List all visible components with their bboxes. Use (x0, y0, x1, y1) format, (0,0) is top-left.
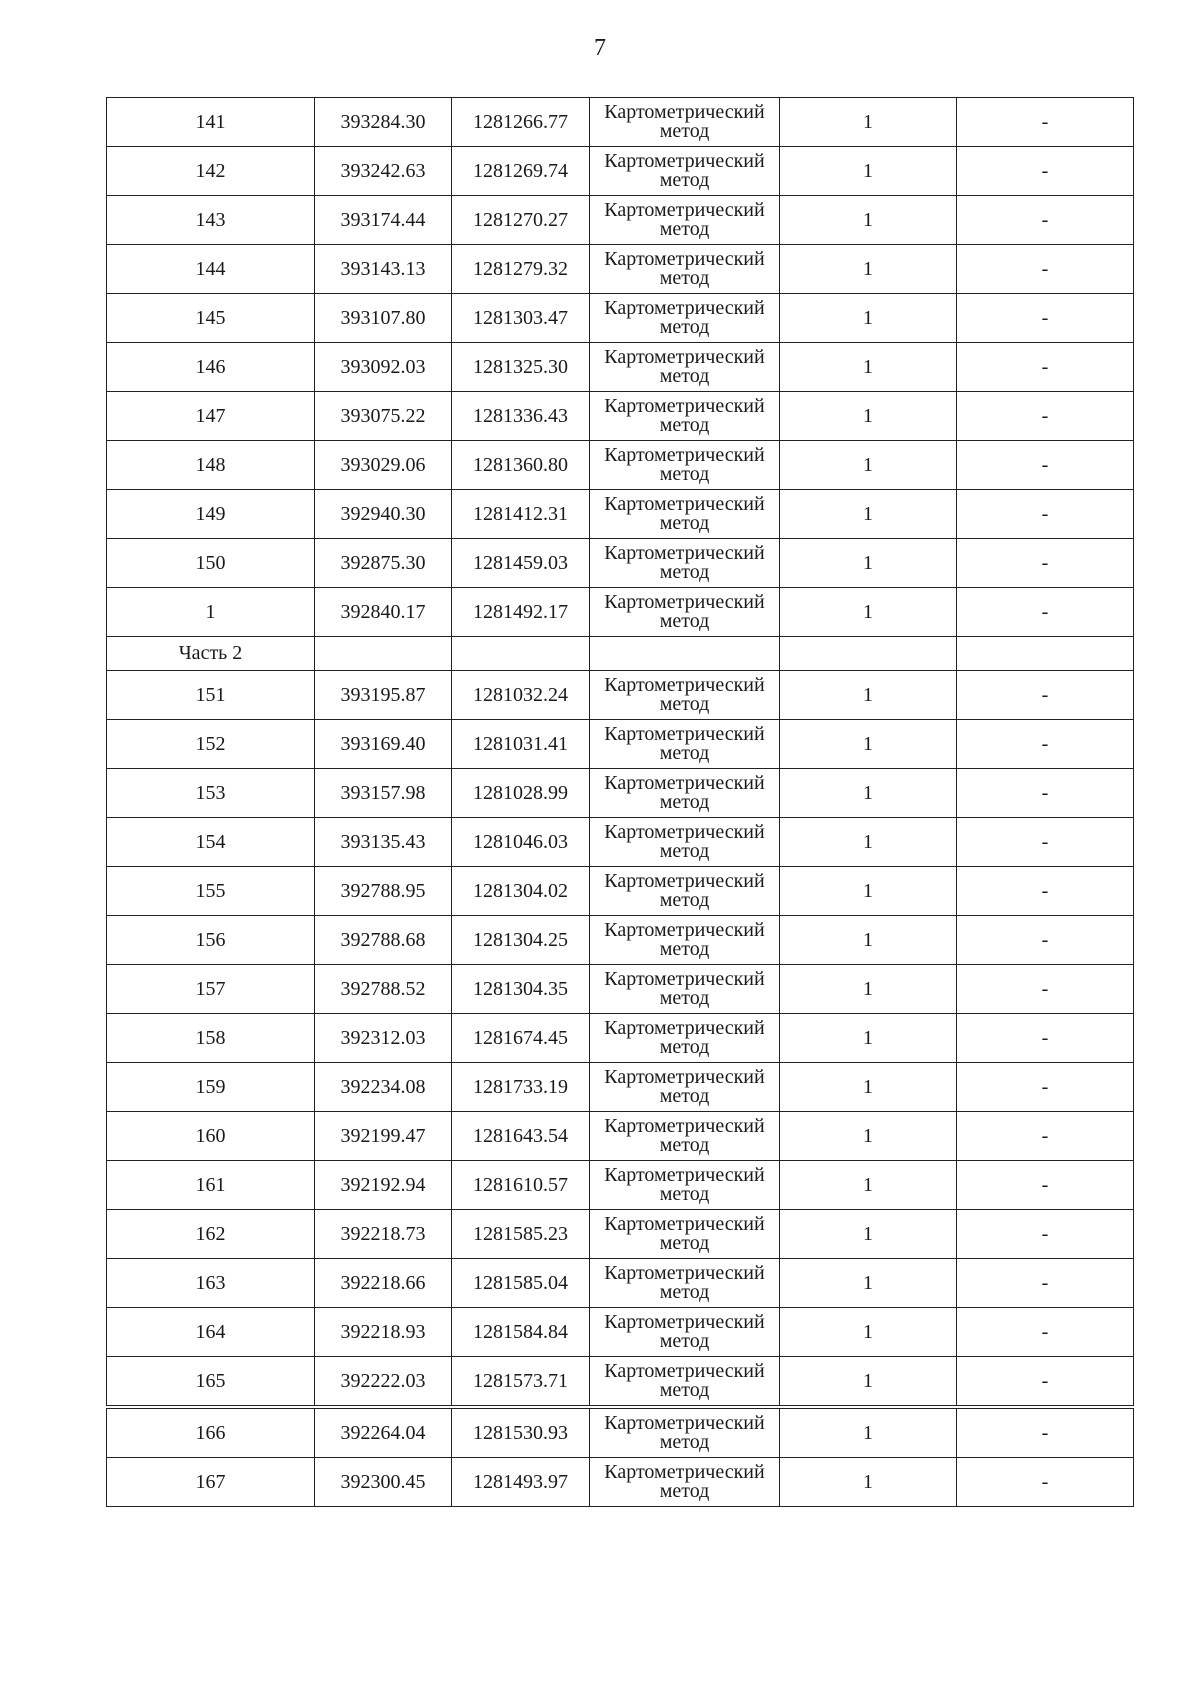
empty-cell (780, 637, 957, 671)
table-row (107, 245, 1134, 294)
method-line-2: метод (659, 1330, 710, 1352)
table-row (107, 343, 1134, 392)
method-line-1: Картометрический (604, 395, 765, 417)
method-cell (590, 98, 780, 147)
method-line-1: Картометрический (604, 674, 765, 696)
method-line-2: метод (659, 987, 710, 1009)
accuracy-cell: 1 (780, 1063, 957, 1112)
method-cell (590, 1210, 780, 1259)
method-line-1: Картометрический (604, 1164, 765, 1186)
point-number-cell: 144 (107, 245, 315, 294)
accuracy-cell: 1 (780, 1210, 957, 1259)
point-number-cell: 1 (107, 588, 315, 637)
table-row (107, 490, 1134, 539)
point-number-cell: 166 (107, 1407, 315, 1458)
x-coordinate-cell: 392264.04 (315, 1407, 452, 1458)
y-coordinate-cell: 1281360.80 (452, 441, 590, 490)
accuracy-cell: 1 (780, 1112, 957, 1161)
method-line-1: Картометрический (604, 493, 765, 515)
table-row (107, 1259, 1134, 1308)
accuracy-cell: 1 (780, 1259, 957, 1308)
table-row (107, 294, 1134, 343)
method-cell (590, 294, 780, 343)
method-cell (590, 245, 780, 294)
method-line-2: метод (659, 1036, 710, 1058)
y-coordinate-cell: 1281028.99 (452, 769, 590, 818)
point-number-cell: 160 (107, 1112, 315, 1161)
method-line-1: Картометрический (604, 346, 765, 368)
note-cell: - (957, 1259, 1134, 1308)
method-line-1: Картометрический (604, 1461, 765, 1483)
table-row (107, 867, 1134, 916)
method-cell (590, 818, 780, 867)
accuracy-cell: 1 (780, 539, 957, 588)
x-coordinate-cell: 392218.66 (315, 1259, 452, 1308)
accuracy-cell: 1 (780, 1407, 957, 1458)
note-cell: - (957, 867, 1134, 916)
note-cell: - (957, 147, 1134, 196)
table-row (107, 539, 1134, 588)
method-cell (590, 769, 780, 818)
point-number-cell: 148 (107, 441, 315, 490)
y-coordinate-cell: 1281530.93 (452, 1407, 590, 1458)
method-cell (590, 1308, 780, 1357)
method-line-1: Картометрический (604, 591, 765, 613)
method-cell (590, 1112, 780, 1161)
y-coordinate-cell: 1281325.30 (452, 343, 590, 392)
note-cell: - (957, 1357, 1134, 1408)
table-row (107, 392, 1134, 441)
part-header-row (107, 637, 1134, 671)
method-cell (590, 720, 780, 769)
empty-cell (315, 637, 452, 671)
method-cell (590, 147, 780, 196)
note-cell: - (957, 1112, 1134, 1161)
accuracy-cell: 1 (780, 343, 957, 392)
note-cell: - (957, 392, 1134, 441)
method-cell (590, 1259, 780, 1308)
note-cell: - (957, 588, 1134, 637)
method-cell (590, 1161, 780, 1210)
method-line-1: Картометрический (604, 1311, 765, 1333)
point-number-cell: 146 (107, 343, 315, 392)
x-coordinate-cell: 392199.47 (315, 1112, 452, 1161)
x-coordinate-cell: 392788.95 (315, 867, 452, 916)
table-row (107, 1407, 1134, 1458)
table-row (107, 1063, 1134, 1112)
point-number-cell: 155 (107, 867, 315, 916)
table-row (107, 769, 1134, 818)
method-line-1: Картометрический (604, 919, 765, 941)
method-line-2: метод (659, 938, 710, 960)
accuracy-cell: 1 (780, 1161, 957, 1210)
table-row (107, 965, 1134, 1014)
x-coordinate-cell: 392218.73 (315, 1210, 452, 1259)
accuracy-cell: 1 (780, 1014, 957, 1063)
note-cell: - (957, 818, 1134, 867)
note-cell: - (957, 720, 1134, 769)
x-coordinate-cell: 392300.45 (315, 1458, 452, 1507)
empty-cell (957, 637, 1134, 671)
table-row (107, 441, 1134, 490)
accuracy-cell: 1 (780, 588, 957, 637)
y-coordinate-cell: 1281585.23 (452, 1210, 590, 1259)
point-number-cell: 147 (107, 392, 315, 441)
table-row (107, 1308, 1134, 1357)
y-coordinate-cell: 1281303.47 (452, 294, 590, 343)
method-line-2: метод (659, 742, 710, 764)
method-line-1: Картометрический (604, 968, 765, 990)
method-line-1: Картометрический (604, 101, 765, 123)
method-line-2: метод (659, 1281, 710, 1303)
x-coordinate-cell: 392312.03 (315, 1014, 452, 1063)
x-coordinate-cell: 393107.80 (315, 294, 452, 343)
method-line-1: Картометрический (604, 772, 765, 794)
accuracy-cell: 1 (780, 720, 957, 769)
method-line-1: Картометрический (604, 542, 765, 564)
method-cell (590, 539, 780, 588)
y-coordinate-cell: 1281585.04 (452, 1259, 590, 1308)
y-coordinate-cell: 1281336.43 (452, 392, 590, 441)
method-line-1: Картометрический (604, 1412, 765, 1434)
point-number-cell: 153 (107, 769, 315, 818)
x-coordinate-cell: 392192.94 (315, 1161, 452, 1210)
point-number-cell: 142 (107, 147, 315, 196)
note-cell: - (957, 196, 1134, 245)
x-coordinate-cell: 393284.30 (315, 98, 452, 147)
method-line-2: метод (659, 120, 710, 142)
y-coordinate-cell: 1281032.24 (452, 671, 590, 720)
point-number-cell: 152 (107, 720, 315, 769)
table-row (107, 916, 1134, 965)
accuracy-cell: 1 (780, 916, 957, 965)
point-number-cell: 158 (107, 1014, 315, 1063)
method-cell (590, 1458, 780, 1507)
method-line-2: метод (659, 414, 710, 436)
x-coordinate-cell: 392840.17 (315, 588, 452, 637)
table-row (107, 720, 1134, 769)
point-number-cell: 149 (107, 490, 315, 539)
method-line-1: Картометрический (604, 444, 765, 466)
x-coordinate-cell: 392788.52 (315, 965, 452, 1014)
note-cell: - (957, 539, 1134, 588)
accuracy-cell: 1 (780, 867, 957, 916)
method-line-2: метод (659, 512, 710, 534)
y-coordinate-cell: 1281573.71 (452, 1357, 590, 1408)
method-line-1: Картометрический (604, 248, 765, 270)
table-row (107, 1357, 1134, 1408)
accuracy-cell: 1 (780, 147, 957, 196)
empty-cell (452, 637, 590, 671)
method-cell (590, 490, 780, 539)
point-number-cell: 161 (107, 1161, 315, 1210)
method-line-2: метод (659, 840, 710, 862)
accuracy-cell: 1 (780, 392, 957, 441)
y-coordinate-cell: 1281493.97 (452, 1458, 590, 1507)
y-coordinate-cell: 1281046.03 (452, 818, 590, 867)
method-line-2: метод (659, 561, 710, 583)
table-row (107, 147, 1134, 196)
method-line-1: Картометрический (604, 1360, 765, 1382)
method-cell (590, 867, 780, 916)
note-cell: - (957, 965, 1134, 1014)
y-coordinate-cell: 1281674.45 (452, 1014, 590, 1063)
accuracy-cell: 1 (780, 818, 957, 867)
x-coordinate-cell: 393157.98 (315, 769, 452, 818)
empty-cell (590, 637, 780, 671)
method-cell (590, 916, 780, 965)
y-coordinate-cell: 1281279.32 (452, 245, 590, 294)
table-row (107, 1458, 1134, 1507)
note-cell: - (957, 916, 1134, 965)
accuracy-cell: 1 (780, 98, 957, 147)
point-number-cell: 163 (107, 1259, 315, 1308)
x-coordinate-cell: 392222.03 (315, 1357, 452, 1408)
x-coordinate-cell: 393169.40 (315, 720, 452, 769)
method-line-1: Картометрический (604, 723, 765, 745)
accuracy-cell: 1 (780, 671, 957, 720)
accuracy-cell: 1 (780, 196, 957, 245)
method-line-2: метод (659, 267, 710, 289)
note-cell: - (957, 294, 1134, 343)
table-row (107, 671, 1134, 720)
method-line-1: Картометрический (604, 1262, 765, 1284)
note-cell: - (957, 441, 1134, 490)
method-line-1: Картометрический (604, 1115, 765, 1137)
accuracy-cell: 1 (780, 294, 957, 343)
method-line-1: Картометрический (604, 1017, 765, 1039)
method-line-2: метод (659, 889, 710, 911)
y-coordinate-cell: 1281492.17 (452, 588, 590, 637)
y-coordinate-cell: 1281304.35 (452, 965, 590, 1014)
method-line-1: Картометрический (604, 870, 765, 892)
method-line-2: метод (659, 693, 710, 715)
method-line-2: метод (659, 169, 710, 191)
x-coordinate-cell: 393135.43 (315, 818, 452, 867)
note-cell: - (957, 343, 1134, 392)
point-number-cell: 141 (107, 98, 315, 147)
y-coordinate-cell: 1281270.27 (452, 196, 590, 245)
method-line-2: метод (659, 1379, 710, 1401)
y-coordinate-cell: 1281584.84 (452, 1308, 590, 1357)
point-number-cell: 162 (107, 1210, 315, 1259)
accuracy-cell: 1 (780, 245, 957, 294)
point-number-cell: 154 (107, 818, 315, 867)
table-row (107, 818, 1134, 867)
note-cell: - (957, 1407, 1134, 1458)
x-coordinate-cell: 392788.68 (315, 916, 452, 965)
x-coordinate-cell: 392234.08 (315, 1063, 452, 1112)
method-line-2: метод (659, 791, 710, 813)
method-cell (590, 441, 780, 490)
method-cell (590, 965, 780, 1014)
note-cell: - (957, 1063, 1134, 1112)
point-number-cell: 157 (107, 965, 315, 1014)
method-line-2: метод (659, 1134, 710, 1156)
note-cell: - (957, 769, 1134, 818)
accuracy-cell: 1 (780, 441, 957, 490)
y-coordinate-cell: 1281733.19 (452, 1063, 590, 1112)
x-coordinate-cell: 393195.87 (315, 671, 452, 720)
y-coordinate-cell: 1281412.31 (452, 490, 590, 539)
note-cell: - (957, 245, 1134, 294)
point-number-cell: 143 (107, 196, 315, 245)
note-cell: - (957, 671, 1134, 720)
y-coordinate-cell: 1281643.54 (452, 1112, 590, 1161)
table-row (107, 588, 1134, 637)
method-line-2: метод (659, 610, 710, 632)
y-coordinate-cell: 1281266.77 (452, 98, 590, 147)
method-cell (590, 588, 780, 637)
method-line-1: Картометрический (604, 1213, 765, 1235)
method-line-2: метод (659, 1232, 710, 1254)
y-coordinate-cell: 1281459.03 (452, 539, 590, 588)
y-coordinate-cell: 1281304.25 (452, 916, 590, 965)
note-cell: - (957, 1458, 1134, 1507)
x-coordinate-cell: 393075.22 (315, 392, 452, 441)
method-line-1: Картометрический (604, 821, 765, 843)
x-coordinate-cell: 392218.93 (315, 1308, 452, 1357)
method-line-2: метод (659, 1431, 710, 1453)
y-coordinate-cell: 1281269.74 (452, 147, 590, 196)
method-line-1: Картометрический (604, 1066, 765, 1088)
note-cell: - (957, 1210, 1134, 1259)
method-cell (590, 671, 780, 720)
accuracy-cell: 1 (780, 769, 957, 818)
method-line-1: Картометрический (604, 199, 765, 221)
accuracy-cell: 1 (780, 1458, 957, 1507)
x-coordinate-cell: 392875.30 (315, 539, 452, 588)
accuracy-cell: 1 (780, 1357, 957, 1408)
note-cell: - (957, 1161, 1134, 1210)
note-cell: - (957, 1014, 1134, 1063)
y-coordinate-cell: 1281031.41 (452, 720, 590, 769)
y-coordinate-cell: 1281304.02 (452, 867, 590, 916)
point-number-cell: 165 (107, 1357, 315, 1408)
point-number-cell: 150 (107, 539, 315, 588)
x-coordinate-cell: 393143.13 (315, 245, 452, 294)
coordinates-table (106, 97, 1134, 1507)
x-coordinate-cell: 393092.03 (315, 343, 452, 392)
accuracy-cell: 1 (780, 490, 957, 539)
method-cell (590, 1014, 780, 1063)
method-line-1: Картометрический (604, 297, 765, 319)
accuracy-cell: 1 (780, 965, 957, 1014)
point-number-cell: 159 (107, 1063, 315, 1112)
part-label: Часть 2 (107, 637, 315, 671)
table-row (107, 1112, 1134, 1161)
method-cell (590, 343, 780, 392)
method-line-2: метод (659, 1085, 710, 1107)
x-coordinate-cell: 392940.30 (315, 490, 452, 539)
point-number-cell: 156 (107, 916, 315, 965)
x-coordinate-cell: 393029.06 (315, 441, 452, 490)
method-line-2: метод (659, 316, 710, 338)
method-line-2: метод (659, 1183, 710, 1205)
table-row (107, 1014, 1134, 1063)
method-line-2: метод (659, 1480, 710, 1502)
point-number-cell: 151 (107, 671, 315, 720)
x-coordinate-cell: 393174.44 (315, 196, 452, 245)
method-cell (590, 392, 780, 441)
page-number: 7 (594, 35, 606, 61)
note-cell: - (957, 98, 1134, 147)
table-row (107, 196, 1134, 245)
method-cell (590, 1357, 780, 1408)
method-line-2: метод (659, 365, 710, 387)
note-cell: - (957, 490, 1134, 539)
method-cell (590, 1407, 780, 1458)
point-number-cell: 164 (107, 1308, 315, 1357)
table-row (107, 1210, 1134, 1259)
method-line-2: метод (659, 218, 710, 240)
table-row (107, 1161, 1134, 1210)
method-line-2: метод (659, 463, 710, 485)
y-coordinate-cell: 1281610.57 (452, 1161, 590, 1210)
accuracy-cell: 1 (780, 1308, 957, 1357)
note-cell: - (957, 1308, 1134, 1357)
point-number-cell: 145 (107, 294, 315, 343)
method-cell (590, 196, 780, 245)
method-line-1: Картометрический (604, 150, 765, 172)
x-coordinate-cell: 393242.63 (315, 147, 452, 196)
table-row (107, 98, 1134, 147)
method-cell (590, 1063, 780, 1112)
point-number-cell: 167 (107, 1458, 315, 1507)
